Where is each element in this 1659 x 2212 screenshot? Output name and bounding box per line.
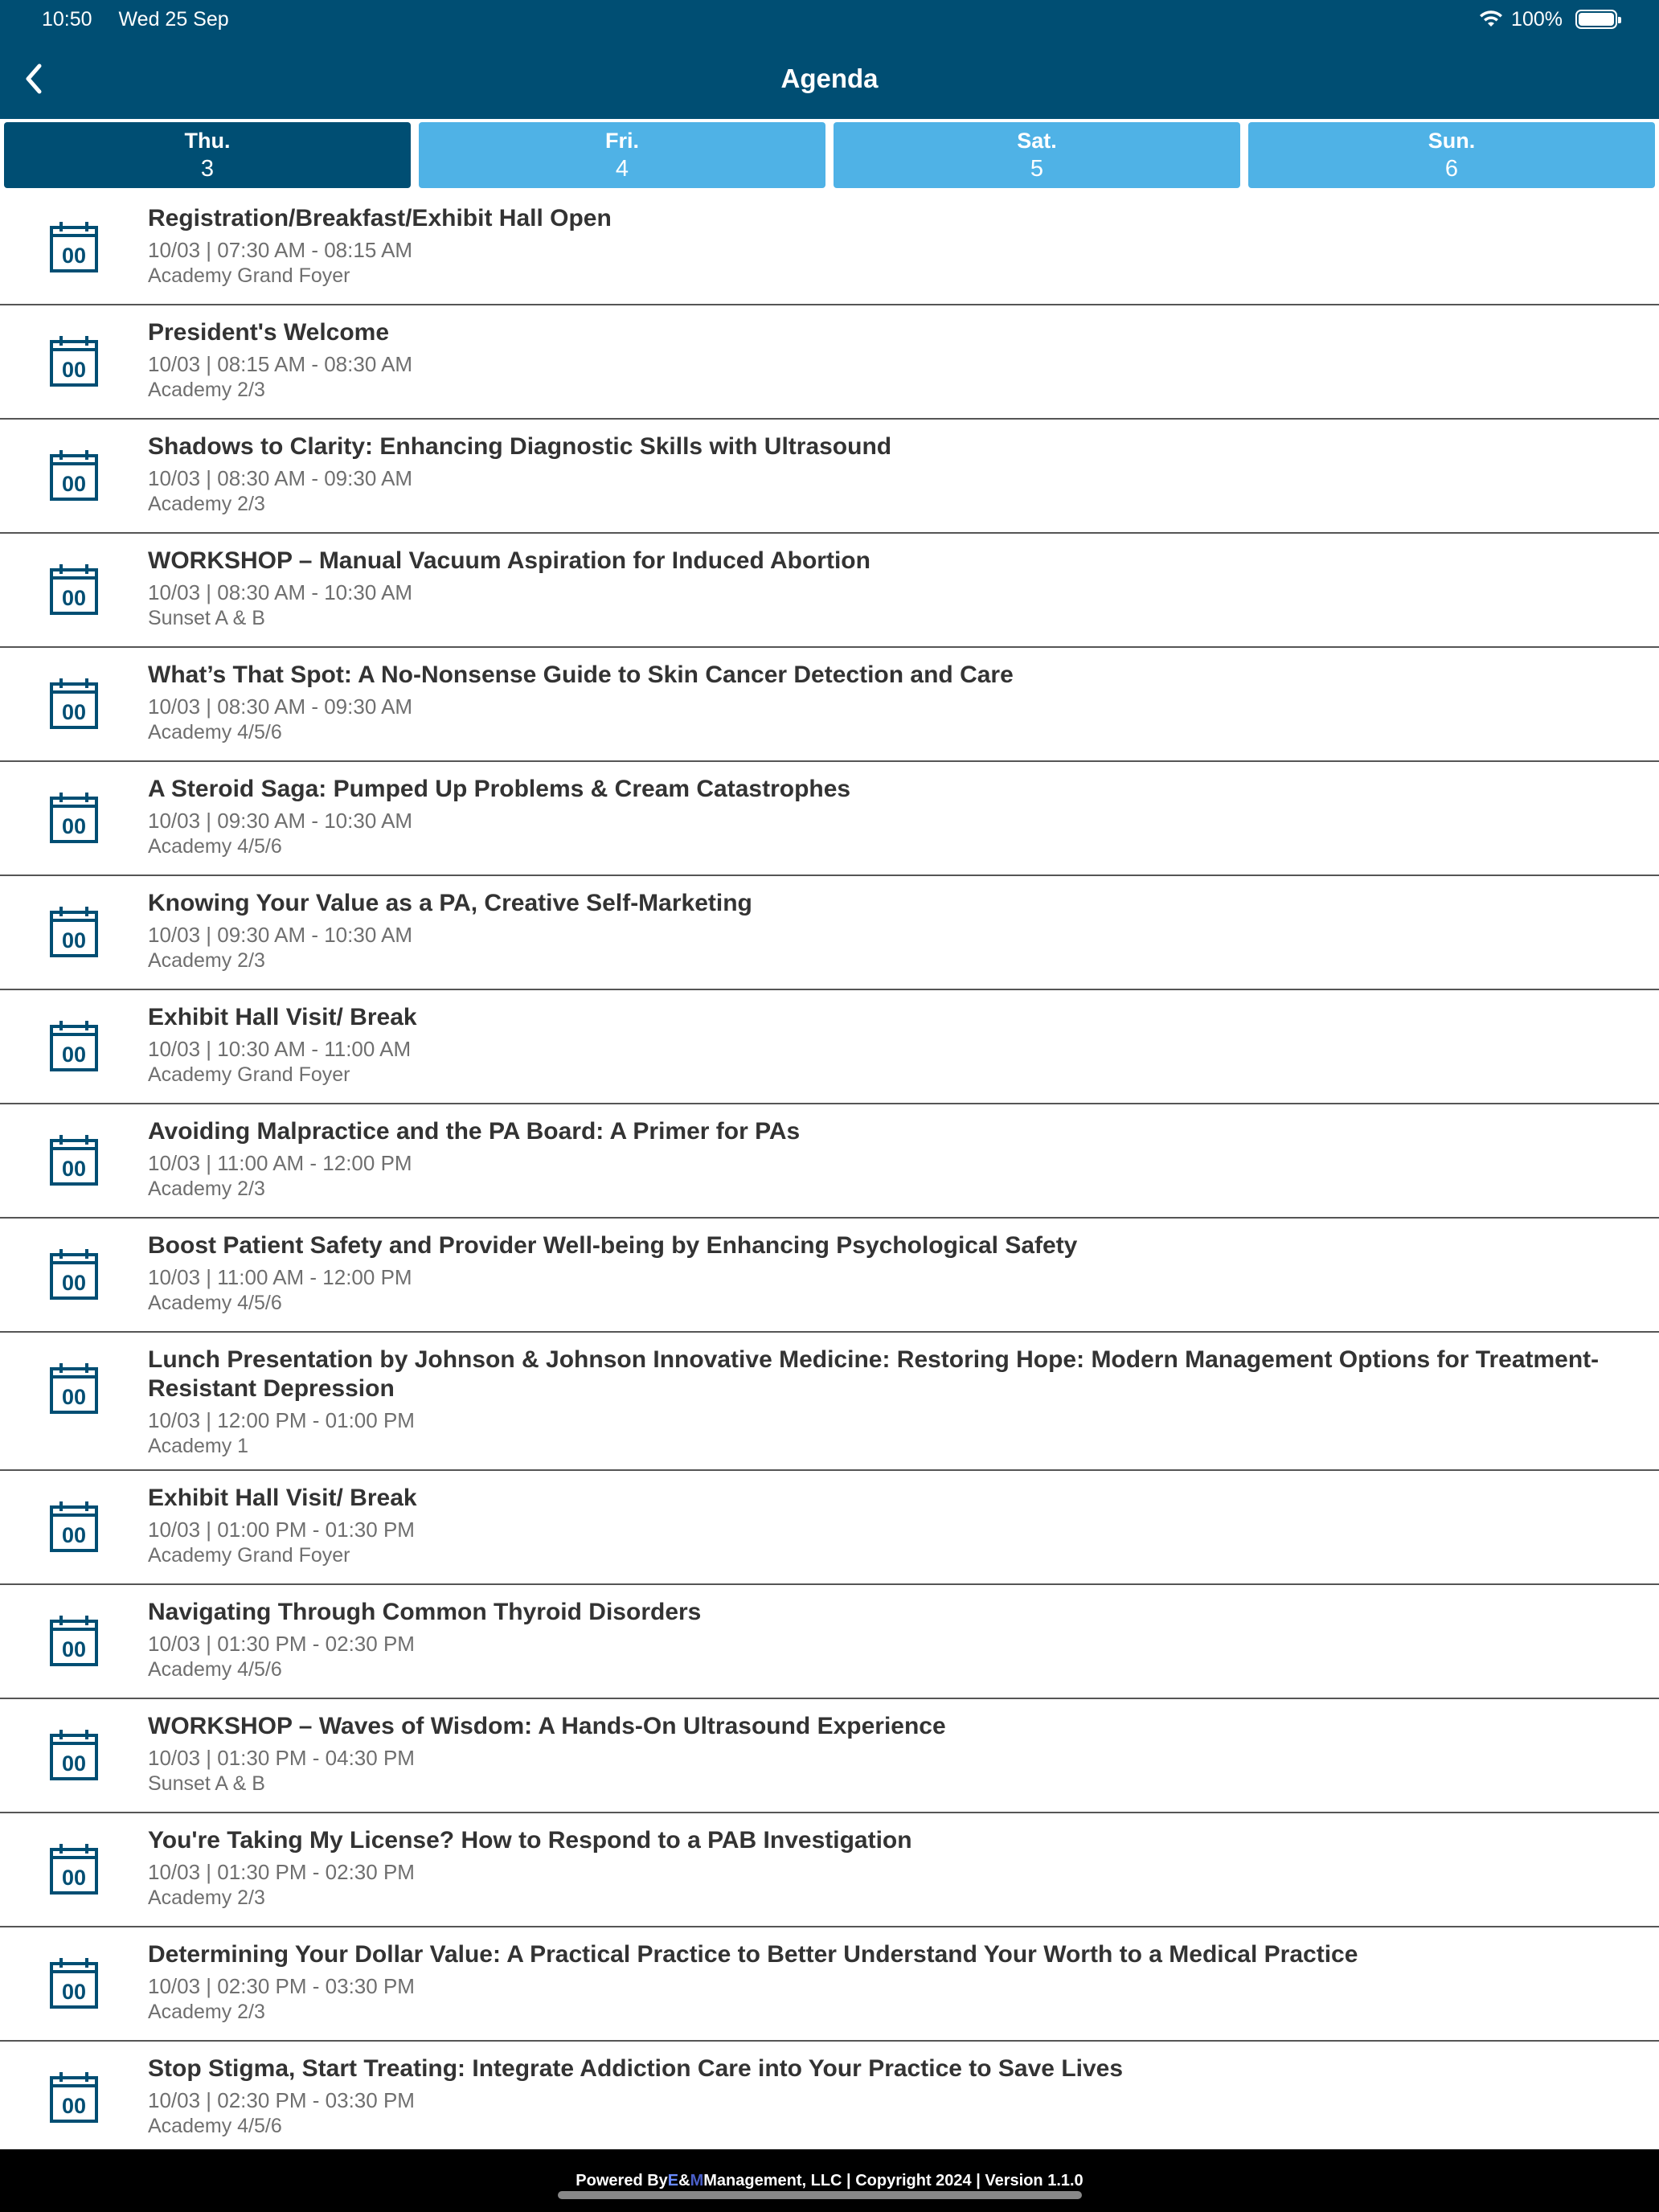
calendar-icon bbox=[49, 1247, 99, 1301]
svg-text:00: 00 bbox=[61, 1271, 87, 1295]
session-time: 10/03 | 01:00 PM - 01:30 PM bbox=[148, 1518, 415, 1542]
svg-text:00: 00 bbox=[61, 472, 87, 496]
session-text bbox=[148, 547, 1659, 630]
list-item[interactable] bbox=[0, 420, 1659, 534]
status-time: 10:50 bbox=[42, 7, 92, 31]
tab-day-number: 6 bbox=[1444, 156, 1459, 182]
tab-thursday[interactable] bbox=[4, 122, 411, 188]
calendar-icon-wrap bbox=[0, 204, 148, 273]
svg-text:00: 00 bbox=[61, 358, 87, 382]
session-time: 10/03 | 08:30 AM - 10:30 AM bbox=[148, 580, 413, 604]
svg-text:00: 00 bbox=[61, 1385, 87, 1409]
session-time: 10/03 | 01:30 PM - 04:30 PM bbox=[148, 1746, 415, 1770]
status-bar bbox=[0, 0, 1659, 39]
tab-day-number: 3 bbox=[200, 156, 215, 182]
svg-text:00: 00 bbox=[61, 1980, 87, 2004]
list-item[interactable] bbox=[0, 1699, 1659, 1813]
calendar-icon-wrap bbox=[0, 547, 148, 616]
session-text bbox=[148, 1003, 1659, 1087]
svg-text:00: 00 bbox=[61, 700, 87, 724]
list-item[interactable] bbox=[0, 990, 1659, 1104]
session-time: 10/03 | 10:30 AM - 11:00 AM bbox=[148, 1037, 412, 1061]
session-location: Academy 2/3 bbox=[148, 1178, 265, 1200]
session-time: 10/03 | 01:30 PM - 02:30 PM bbox=[148, 1860, 415, 1884]
session-time: 10/03 | 08:30 AM - 09:30 AM bbox=[148, 466, 413, 490]
list-item[interactable] bbox=[0, 1585, 1659, 1699]
svg-text:00: 00 bbox=[61, 586, 87, 610]
calendar-icon bbox=[49, 1842, 99, 1895]
session-title: What’s That Spot: A No-Nonsense Guide to Skin Cancer Detection and Care bbox=[148, 662, 1014, 688]
session-time: 10/03 | 02:30 PM - 03:30 PM bbox=[148, 1974, 415, 1998]
list-item[interactable] bbox=[0, 1927, 1659, 2042]
session-text bbox=[148, 1117, 1659, 1201]
session-location: Academy 4/5/6 bbox=[148, 1292, 282, 1314]
session-time: 10/03 | 11:00 AM - 12:00 PM bbox=[148, 1151, 412, 1175]
calendar-icon-wrap bbox=[0, 318, 148, 387]
list-item[interactable] bbox=[0, 876, 1659, 990]
list-item[interactable] bbox=[0, 305, 1659, 420]
home-indicator[interactable] bbox=[558, 2191, 1082, 2199]
calendar-icon-wrap bbox=[0, 1484, 148, 1553]
calendar-icon bbox=[49, 1728, 99, 1781]
session-title: President's Welcome bbox=[148, 319, 390, 346]
session-location: Academy 2/3 bbox=[148, 493, 265, 515]
calendar-icon-wrap bbox=[0, 889, 148, 958]
session-time: 10/03 | 08:15 AM - 08:30 AM bbox=[148, 352, 413, 376]
list-item[interactable] bbox=[0, 1471, 1659, 1585]
svg-text:00: 00 bbox=[61, 244, 87, 268]
session-text bbox=[148, 1231, 1659, 1315]
session-location: Academy 2/3 bbox=[148, 1886, 265, 1909]
session-text bbox=[148, 318, 1659, 402]
session-text bbox=[148, 204, 1659, 288]
calendar-icon bbox=[49, 791, 99, 844]
session-text bbox=[148, 1484, 1659, 1567]
session-location: Academy 4/5/6 bbox=[148, 2115, 282, 2137]
session-text bbox=[148, 432, 1659, 516]
list-item[interactable] bbox=[0, 2042, 1659, 2149]
footer bbox=[0, 2149, 1659, 2212]
session-title: Determining Your Dollar Value: A Practical Practice to Better Understand Your Worth to a Medical Practice bbox=[148, 1941, 1358, 1968]
svg-text:00: 00 bbox=[61, 928, 87, 952]
footer-brand-amp: & bbox=[678, 2171, 690, 2189]
session-title: Exhibit Hall Visit/ Break bbox=[148, 1004, 417, 1030]
session-time: 10/03 | 08:30 AM - 09:30 AM bbox=[148, 694, 413, 719]
calendar-icon bbox=[49, 1362, 99, 1415]
tab-day-name: Sat. bbox=[1017, 129, 1057, 153]
session-location: Sunset A & B bbox=[148, 607, 265, 629]
session-location: Academy 2/3 bbox=[148, 949, 265, 972]
day-tabs bbox=[0, 119, 1659, 191]
session-text bbox=[148, 1346, 1659, 1458]
footer-brand-e: E bbox=[667, 2171, 679, 2189]
battery-icon bbox=[1575, 10, 1617, 29]
calendar-icon bbox=[49, 2071, 99, 2124]
calendar-icon-wrap bbox=[0, 775, 148, 844]
calendar-icon-wrap bbox=[0, 2054, 148, 2124]
session-list[interactable] bbox=[0, 191, 1659, 2149]
back-button[interactable] bbox=[13, 58, 55, 100]
svg-text:00: 00 bbox=[61, 1157, 87, 1181]
calendar-icon bbox=[49, 905, 99, 958]
session-location: Academy Grand Foyer bbox=[148, 264, 350, 287]
status-right bbox=[1479, 8, 1617, 31]
session-title: Avoiding Malpractice and the PA Board: A Primer for PAs bbox=[148, 1118, 801, 1145]
session-location: Academy 1 bbox=[148, 1435, 249, 1457]
session-text bbox=[148, 661, 1659, 744]
chevron-left-icon bbox=[23, 63, 44, 95]
session-title: Shadows to Clarity: Enhancing Diagnostic Skills with Ultrasound bbox=[148, 433, 892, 460]
session-title: Knowing Your Value as a PA, Creative Self-Marketing bbox=[148, 890, 752, 916]
svg-text:00: 00 bbox=[61, 1637, 87, 1661]
svg-text:00: 00 bbox=[61, 1043, 87, 1067]
list-item[interactable] bbox=[0, 1104, 1659, 1219]
list-item[interactable] bbox=[0, 1333, 1659, 1471]
session-text bbox=[148, 889, 1659, 973]
calendar-icon-wrap bbox=[0, 1598, 148, 1667]
calendar-icon bbox=[49, 220, 99, 273]
calendar-icon bbox=[49, 1133, 99, 1186]
tab-friday[interactable] bbox=[419, 122, 825, 188]
list-item[interactable] bbox=[0, 648, 1659, 762]
tab-day-name: Fri. bbox=[604, 129, 639, 153]
list-item[interactable] bbox=[0, 191, 1659, 305]
svg-text:00: 00 bbox=[61, 2094, 87, 2118]
session-location: Sunset A & B bbox=[148, 1772, 265, 1795]
session-text bbox=[148, 2054, 1659, 2138]
status-date: Wed 25 Sep bbox=[118, 7, 229, 31]
footer-suffix: Management, LLC | Copyright 2024 | Version 1.1.0 bbox=[703, 2171, 1083, 2189]
list-item[interactable] bbox=[0, 534, 1659, 648]
session-time: 10/03 | 12:00 PM - 01:00 PM bbox=[148, 1408, 415, 1432]
svg-text:00: 00 bbox=[61, 1866, 87, 1890]
session-location: Academy 4/5/6 bbox=[148, 835, 282, 858]
calendar-icon bbox=[49, 1019, 99, 1072]
session-text bbox=[148, 1940, 1659, 2024]
session-title: Exhibit Hall Visit/ Break bbox=[148, 1485, 417, 1511]
calendar-icon bbox=[49, 677, 99, 730]
session-text bbox=[148, 1712, 1659, 1796]
session-text bbox=[148, 1598, 1659, 1682]
session-title: Lunch Presentation by Johnson & Johnson Innovative Medicine: Restoring Hope: Modern Management Options for Treatment-Resistant Depression bbox=[148, 1346, 1600, 1402]
list-item[interactable] bbox=[0, 1219, 1659, 1333]
session-title: Navigating Through Common Thyroid Disorders bbox=[148, 1599, 702, 1625]
calendar-icon-wrap bbox=[0, 1003, 148, 1072]
svg-text:00: 00 bbox=[61, 1751, 87, 1776]
session-location: Academy Grand Foyer bbox=[148, 1063, 350, 1086]
session-time: 10/03 | 09:30 AM - 10:30 AM bbox=[148, 923, 413, 947]
calendar-icon-wrap bbox=[0, 432, 148, 502]
calendar-icon bbox=[49, 563, 99, 616]
calendar-icon-wrap bbox=[0, 1346, 148, 1415]
tab-day-name: Thu. bbox=[184, 129, 231, 153]
svg-text:00: 00 bbox=[61, 814, 87, 838]
calendar-icon-wrap bbox=[0, 1826, 148, 1895]
session-location: Academy 2/3 bbox=[148, 2001, 265, 2023]
tab-saturday[interactable] bbox=[834, 122, 1240, 188]
session-title: You're Taking My License? How to Respond to a PAB Investigation bbox=[148, 1827, 912, 1854]
svg-text:00: 00 bbox=[61, 1523, 87, 1547]
session-text bbox=[148, 1826, 1659, 1910]
session-location: Academy Grand Foyer bbox=[148, 1544, 350, 1567]
tab-day-number: 5 bbox=[1030, 156, 1044, 182]
tab-day-name: Sun. bbox=[1428, 129, 1476, 153]
session-location: Academy 2/3 bbox=[148, 379, 265, 401]
calendar-icon bbox=[49, 449, 99, 502]
calendar-icon-wrap bbox=[0, 1231, 148, 1301]
footer-prefix: Powered By bbox=[576, 2171, 668, 2189]
calendar-icon-wrap bbox=[0, 1940, 148, 2009]
session-location: Academy 4/5/6 bbox=[148, 1658, 282, 1681]
session-time: 10/03 | 09:30 AM - 10:30 AM bbox=[148, 809, 413, 833]
page-title: Agenda bbox=[780, 63, 879, 93]
list-item[interactable] bbox=[0, 1813, 1659, 1927]
calendar-icon bbox=[49, 1614, 99, 1667]
session-title: WORKSHOP – Waves of Wisdom: A Hands-On Ultrasound Experience bbox=[148, 1713, 946, 1739]
nav-bar bbox=[0, 39, 1659, 119]
status-left bbox=[42, 8, 250, 31]
session-time: 10/03 | 02:30 PM - 03:30 PM bbox=[148, 2088, 415, 2112]
session-title: Registration/Breakfast/Exhibit Hall Open bbox=[148, 205, 612, 231]
calendar-icon bbox=[49, 1956, 99, 2009]
session-title: Boost Patient Safety and Provider Well-being by Enhancing Psychological Safety bbox=[148, 1232, 1078, 1259]
tab-day-number: 4 bbox=[615, 156, 629, 182]
list-item[interactable] bbox=[0, 762, 1659, 876]
calendar-icon-wrap bbox=[0, 661, 148, 730]
calendar-icon bbox=[49, 334, 99, 387]
calendar-icon bbox=[49, 1500, 99, 1553]
tab-sunday[interactable] bbox=[1248, 122, 1655, 188]
calendar-icon-wrap bbox=[0, 1712, 148, 1781]
session-time: 10/03 | 01:30 PM - 02:30 PM bbox=[148, 1632, 415, 1656]
session-title: A Steroid Saga: Pumped Up Problems & Cream Catastrophes bbox=[148, 776, 851, 802]
session-text bbox=[148, 775, 1659, 858]
session-title: Stop Stigma, Start Treating: Integrate Addiction Care into Your Practice to Save Lives bbox=[148, 2055, 1124, 2082]
wifi-icon bbox=[1479, 10, 1503, 28]
footer-brand-m: M bbox=[690, 2171, 704, 2189]
session-time: 10/03 | 11:00 AM - 12:00 PM bbox=[148, 1265, 412, 1289]
session-time: 10/03 | 07:30 AM - 08:15 AM bbox=[148, 238, 413, 262]
session-title: WORKSHOP – Manual Vacuum Aspiration for Induced Abortion bbox=[148, 547, 870, 574]
calendar-icon-wrap bbox=[0, 1117, 148, 1186]
session-location: Academy 4/5/6 bbox=[148, 721, 282, 743]
battery-percent: 100% bbox=[1511, 7, 1563, 31]
